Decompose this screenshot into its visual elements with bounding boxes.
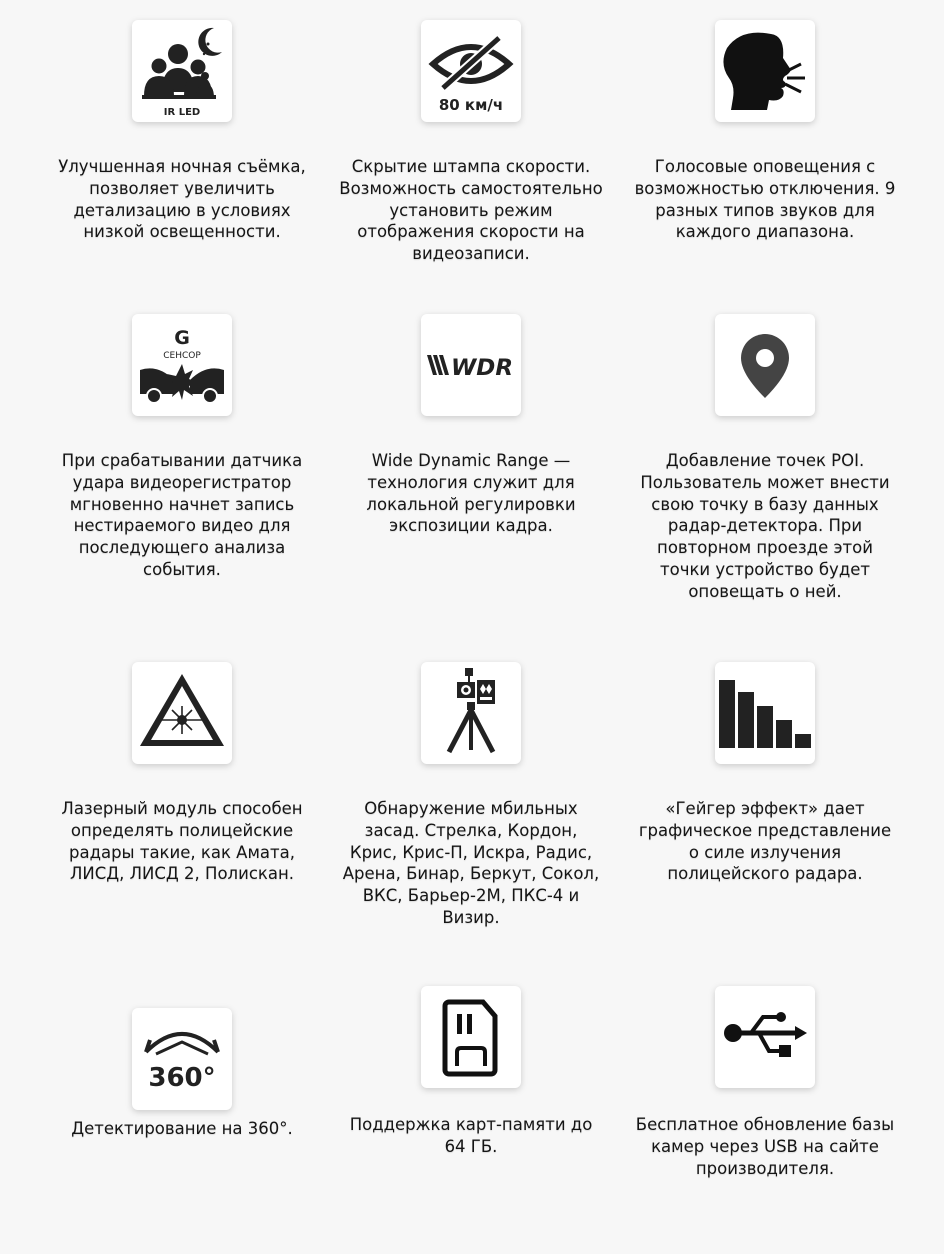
sd-card-icon xyxy=(421,986,521,1088)
map-pin-icon xyxy=(715,314,815,416)
detection-360-icon xyxy=(132,1008,232,1110)
feature-sd-card-text: Поддержка карт-памяти до 64 ГБ. xyxy=(349,1115,593,1156)
feature-sd-card xyxy=(321,986,621,1158)
feature-voice-alerts-text: Голосовые оповещения с возможностью отключения. 9 разных типов звуков для каждого диапазона. xyxy=(634,157,896,242)
svg-text:G: G xyxy=(174,327,190,349)
svg-text:80 км/ч: 80 км/ч xyxy=(438,96,504,114)
feature-night-vision-text: Улучшенная ночная съёмка, позволяет увеличить детализацию в условиях низкой освещенности. xyxy=(58,157,306,242)
feature-speed-stamp-text: Скрытие штампа скорости. Возможность самостоятельно установить режим отображения скорости на видеозаписи. xyxy=(339,157,603,264)
feature-geiger-text: «Гейгер эффект» дает графическое представление о силе излучения полицейского радара. xyxy=(638,799,892,884)
feature-usb xyxy=(615,986,915,1179)
ir-led-night-icon xyxy=(132,20,232,122)
feature-360-text: Детектирование на 360°. xyxy=(71,1119,293,1138)
feature-g-sensor xyxy=(32,314,332,581)
svg-text:СЕНСОР: СЕНСОР xyxy=(163,351,201,361)
feature-geiger xyxy=(615,662,915,885)
feature-voice-alerts xyxy=(615,20,915,243)
feature-mobile-ambush-text: Обнаружение мбильных засад. Стрелка, Кордон, Крис, Крис-П, Искра, Радис, Арена, Бинар, Беркут, Сокол, ВКС, Барьер-2М, ПКС-4 и Визир. xyxy=(342,799,600,927)
feature-poi-text: Добавление точек POI. Пользователь может внести свою точку в базу данных радар-детектора. При повторном проезде этой точки устройство будет оповещать о ней. xyxy=(640,451,890,601)
voice-alert-icon xyxy=(715,20,815,122)
usb-icon xyxy=(715,986,815,1088)
feature-laser-text: Лазерный модуль способен определять полицейские радары такие, как Амата, ЛИСД, ЛИСД 2, Полискан. xyxy=(61,799,303,884)
feature-g-sensor-text: При срабатывании датчика удара видеорегистратор мгновенно начнет запись нестираемого видео для последующего анализа события. xyxy=(61,451,303,579)
g-sensor-icon xyxy=(132,314,232,416)
feature-wdr xyxy=(321,314,621,537)
tripod-radar-icon xyxy=(421,662,521,764)
feature-poi xyxy=(615,314,915,603)
feature-wdr-text: Wide Dynamic Range — технология служит для локальной регулировки экспозиции кадра. xyxy=(366,451,576,536)
feature-night-vision xyxy=(32,20,332,243)
feature-laser xyxy=(32,662,332,885)
feature-mobile-ambush xyxy=(321,662,621,929)
svg-text:IR LED: IR LED xyxy=(163,107,201,118)
svg-text:360°: 360° xyxy=(148,1063,216,1093)
laser-warning-icon xyxy=(132,662,232,764)
wdr-icon xyxy=(421,314,521,416)
feature-360 xyxy=(32,1008,332,1140)
signal-bars-icon xyxy=(715,662,815,764)
feature-usb-text: Бесплатное обновление базы камер через USB на сайте производителя. xyxy=(635,1115,895,1178)
feature-speed-stamp xyxy=(321,20,621,265)
hidden-speed-icon xyxy=(421,20,521,122)
svg-text:WDR: WDR xyxy=(451,356,513,381)
